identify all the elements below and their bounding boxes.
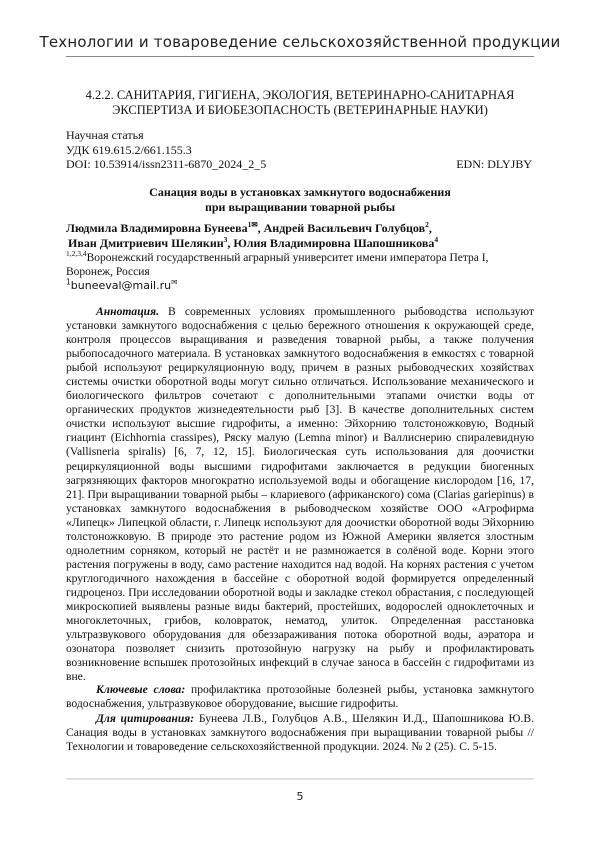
affiliation-index: 1,2,3,4 (66, 249, 87, 259)
section-heading (70, 88, 530, 118)
citation (66, 712, 534, 754)
header-divider (66, 56, 534, 57)
citation-label: Для цитирования: (96, 712, 195, 725)
affiliation (66, 251, 534, 279)
author-index: 3 (223, 235, 228, 244)
abstract-label: Аннотация. (96, 305, 159, 318)
doi-code: DOI: 10.53914/issn2311-6870_2024_2_5 (66, 157, 267, 171)
udk-code: УДК 619.615.2/661.155.3 (66, 142, 192, 157)
affiliation-text: Воронежский государственный аграрный университет имени императора Петра I, Воронеж, Россия (66, 252, 489, 278)
author-row-1 (66, 221, 536, 236)
corresponding-email[interactable] (66, 279, 177, 293)
section-heading-line-2: ЭКСПЕРТИЗА И БИОБЕЗОПАСНОСТЬ (ВЕТЕРИНАРНЫЕ НАУКИ) (112, 103, 488, 117)
keywords-text: профилактика протозойные болезней рыбы, установка замкнутого водоснабжения, ультразвуковое оборудование, высшие гидрофиты. (66, 683, 534, 711)
email-index: 1 (66, 277, 71, 287)
keywords-label: Ключевые слова: (96, 683, 186, 696)
page-number: 5 (296, 790, 304, 803)
author-name: Андрей Васильевич Голубцов (263, 221, 426, 235)
article-title-line-2: при выращивании товарной рыбы (204, 200, 396, 214)
author-index: 2 (425, 220, 429, 229)
abstract-text: В современных условиях промышленного рыбоводства используют установки замкнутого водоснабжения с целью бережного отношения к окружающей среде, контроля процессов выращивания и разведения товарной рыбы, а также получения рыбопосадочного материала. В установках замкнутого водоснабжения в емкостях с товарной рыбой используют рециркуляционную воду, причем в разных рыбоводческих хозяйствах системы очистки оборотной воды могут сильно отличаться. Использование механического и биологического фильтров сочетают с дополнительными этапами очистки воды от органических продуктов жизнедеятельности рыб [3]. В качестве дополнительных систем очистки используют высшие гидрофиты, а именно: Эйхорнию толстоножковую, Водный гиацинт (Eichhornia crassipes), Ряску малую (Lemna minor) и Валлиснерию спиралевидную (Vallisneria spiralis) [6, 7, 12, 15]. Биологическая суть использования для доочистки рециркуляционной воды высшими гидрофитами заключается в редукции биогенных загрязняющих факторов многократно используемой воды и обогащение кислородом [16, 17, 21]. При выращивании товарной рыбы – клариевого (африканского) сома (Clarias gariepinus) в установках замкнутого водоснабжения в рыбоводческом хозяйстве ООО «Агрофирма «Липецк» Липецкой области, г. Липецк используют для доочистки оборотной воды Эйхорнию толстоножковую. В природе это растение родом из Южной Америки является злостным однолетним сорняком, который не растёт и не размножается в солёной воде. Корни этого растения погружены в воду, само растение находится над водой. На корнях растения с учетом круглогодичного нахождения в бассейне с оборотной водой формируется определенный гидроценоз. При исследовании оборотной воды и закладке стекол обрастания, с последующей микроскопией выявлены разные виды бактерий, простейших, водорослей одноклеточных и многоклеточных, грибов, коловраток, нематод, улиток. Определенная расстановка ультразвукового оборудования для обеззараживания потока оборотной воды, аэратора и озонатора позволяет снизить протозойную нагрузку на рыбу и профилактировать возникновение вспышек протозойных инфекций в случае заноса в бассейн с гидрофитами из вне. (66, 305, 534, 684)
author-index: 1✉ (247, 220, 258, 229)
citation-text: Бунеева Л.В., Голубцов А.В., Шелякин И.Д., Шапошникова Ю.В. Санация воды в установках замкнутого водоснабжения при выращивании товарной рыбы // Технологии и товароведение сельскохозяйственной продукции. 2024. № 2 (25). С. 5-15. (66, 712, 534, 754)
author-separator: , (428, 221, 432, 235)
author-name: Иван Дмитриевич Шелякин (68, 236, 224, 250)
abstract (66, 305, 534, 684)
author-name: Людмила Владимировна Бунеева (66, 221, 248, 235)
article-metadata (66, 128, 532, 172)
article-title-line-1: Санация воды в установках замкнутого водоснабжения (149, 185, 451, 199)
author-index: 4 (434, 235, 439, 244)
author-separator: , (227, 236, 234, 250)
journal-header: Технологии и товароведение сельскохозяйственной продукции (39, 33, 561, 51)
footer-divider (66, 778, 534, 780)
article-type: Научная статья (66, 128, 144, 142)
email-address[interactable]: buneeval@mail.ru (70, 279, 172, 292)
doi-row (66, 157, 532, 172)
edn-code: EDN: DLYJBY (456, 157, 532, 171)
section-heading-line-1: 4.2.2. САНИТАРИЯ, ГИГИЕНА, ЭКОЛОГИЯ, ВЕТЕРИНАРНО-САНИТАРНАЯ (85, 88, 515, 102)
author-row-2 (66, 236, 536, 251)
envelope-icon: ✉ (171, 277, 178, 287)
author-separator: , (257, 221, 264, 235)
author-name: Юлия Владимировна Шапошникова (233, 236, 435, 250)
article-title (70, 185, 530, 215)
keywords (66, 683, 534, 711)
author-list (66, 221, 536, 251)
